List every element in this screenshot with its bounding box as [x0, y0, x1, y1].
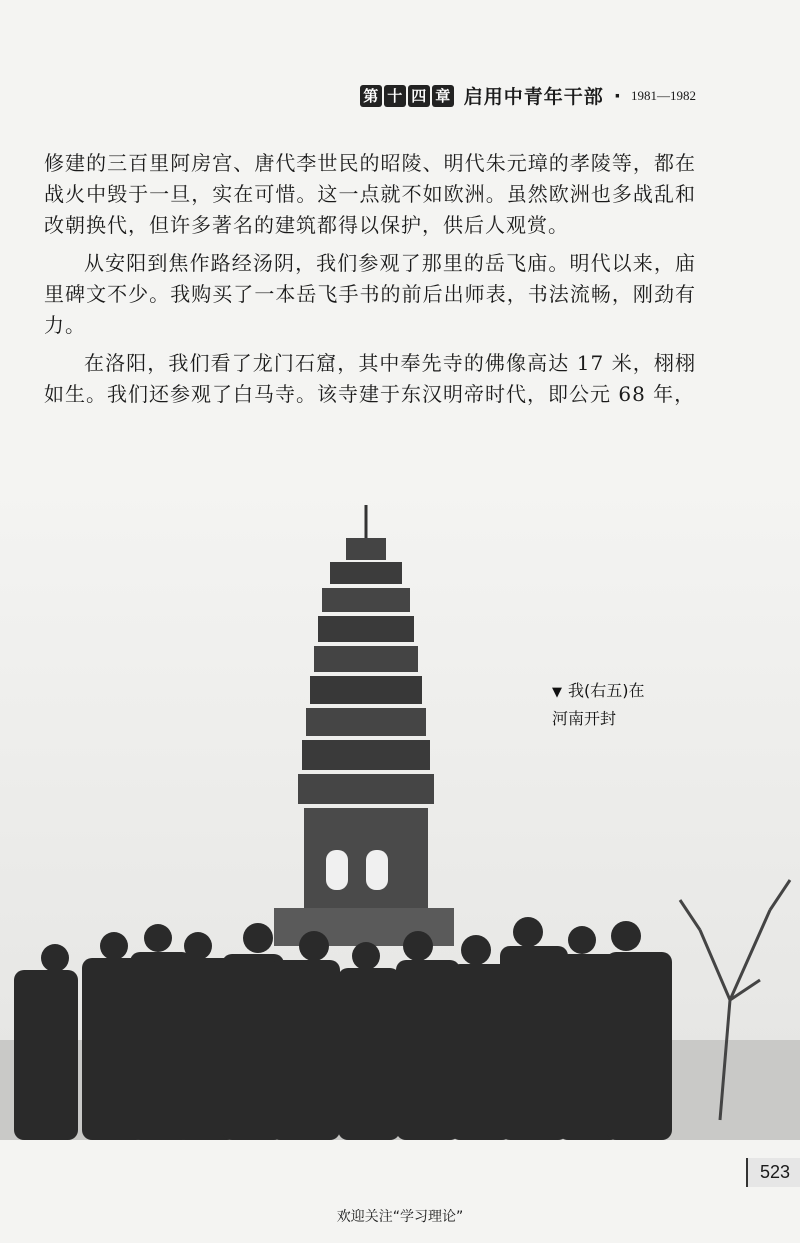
paragraph: 在洛阳，我们看了龙门石窟，其中奉先寺的佛像高达 17 米，栩栩如生。我们还参观了白马寺。该寺建于东汉明帝时代，即公元 68 年，	[44, 351, 696, 406]
caption-line-2: 河南开封	[552, 709, 617, 728]
chapter-char: 十	[384, 85, 406, 107]
photo-caption	[552, 678, 702, 732]
footer-note: 欢迎关注“学习理论”	[336, 1209, 464, 1225]
chapter-title: 启用中青年干部	[463, 86, 604, 108]
group-photo-pagoda	[0, 480, 800, 1140]
chapter-char: 章	[432, 85, 454, 107]
paragraph: 从安阳到焦作路经汤阴，我们参观了那里的岳飞庙。明代以来，庙里碑文不少。我购买了一本岳飞手书的前后出师表，书法流畅，刚劲有力。	[44, 251, 696, 337]
page-number: 523	[746, 1158, 800, 1187]
chapter-char: 四	[408, 85, 430, 107]
chapter-years: 1981—1982	[631, 87, 696, 103]
paragraph: 修建的三百里阿房宫、唐代李世民的昭陵、明代朱元璋的孝陵等，都在战火中毁于一旦，实在可惜。这一点就不如欧洲。虽然欧洲也多战乱和改朝换代，但许多著名的建筑都得以保护，供后人观赏。	[44, 151, 696, 237]
running-header	[360, 82, 696, 109]
chapter-badge	[360, 85, 454, 107]
triangle-marker-icon: ▼	[552, 685, 562, 700]
chapter-char: 第	[360, 85, 382, 107]
header-separator: ·	[613, 84, 621, 107]
body-text	[44, 148, 696, 417]
caption-line-1: 我(右五)在	[568, 681, 645, 700]
